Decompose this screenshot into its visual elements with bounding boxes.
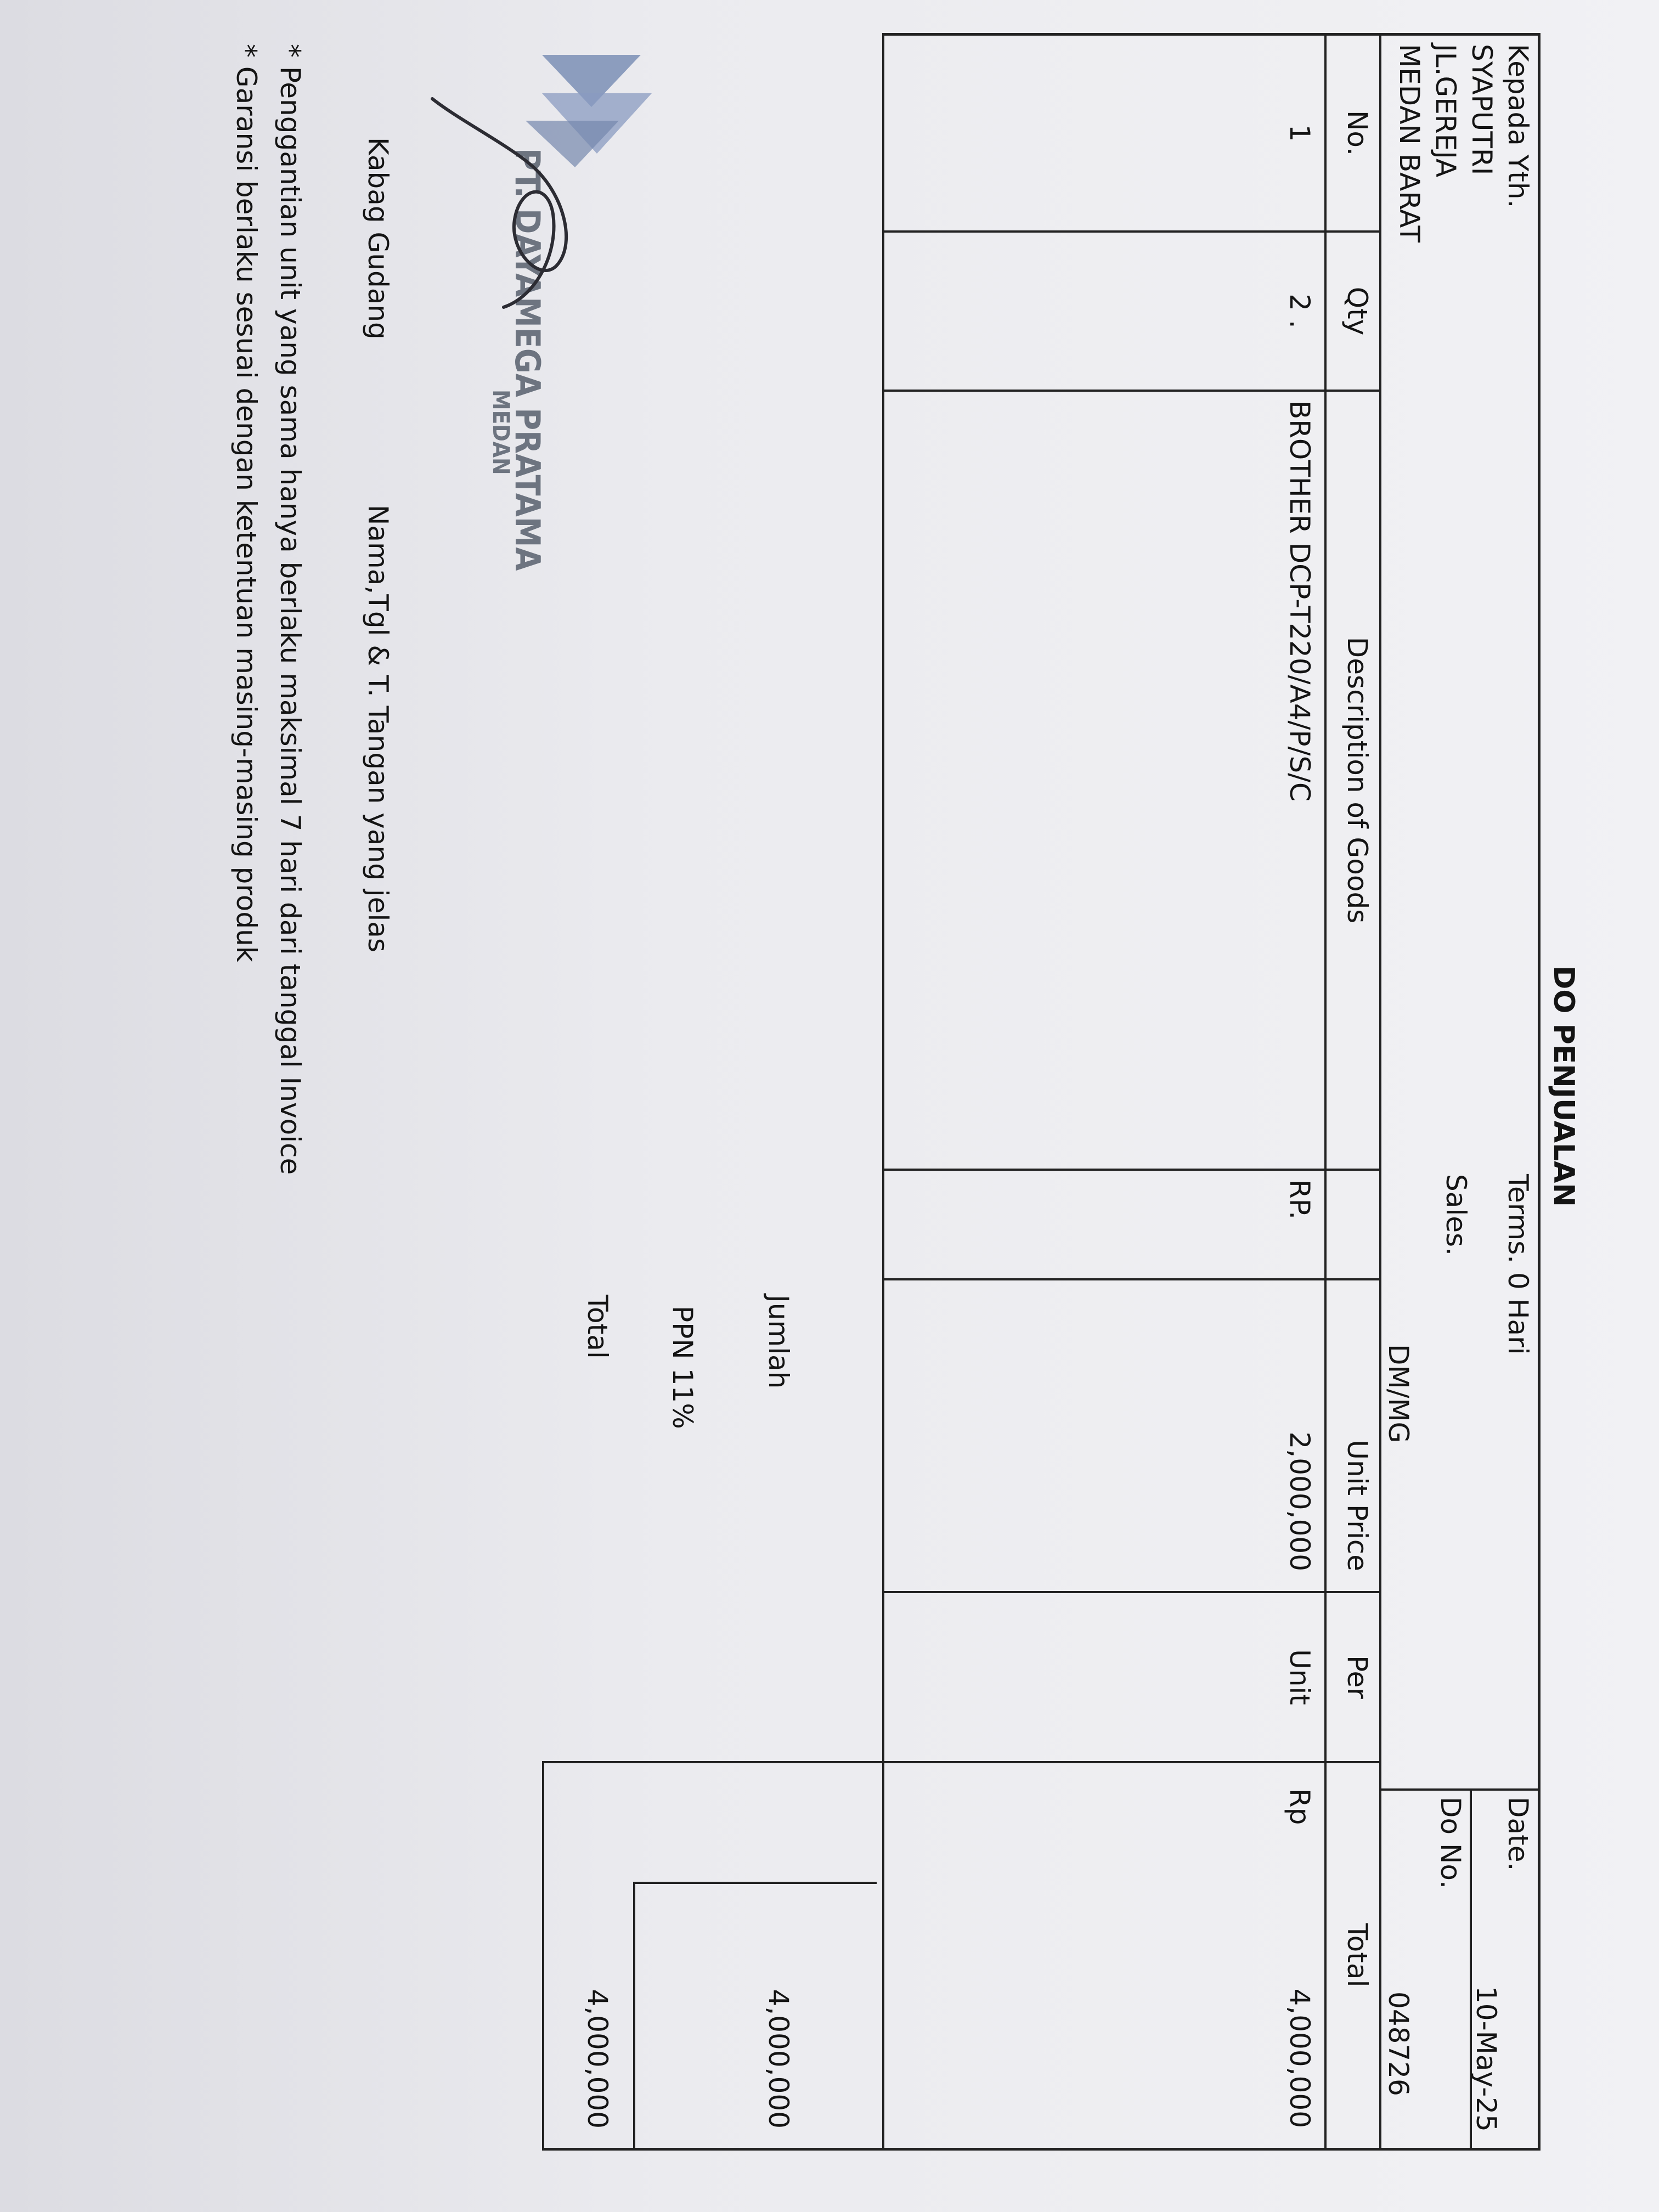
date-label: Date. <box>1502 1797 1534 1871</box>
jumlah-value: 4,000,000 <box>763 1989 794 2129</box>
company-city: MEDAN <box>488 390 515 475</box>
jumlah-label: Jumlah <box>763 1295 794 1389</box>
row-no: 1 <box>1284 124 1316 142</box>
header-no: No. <box>1341 110 1373 156</box>
frame-top <box>1538 33 1541 2151</box>
header-qty: Qty <box>1341 286 1373 336</box>
signature-instruction: Nama,Tgl & T. Tangan yang jelas <box>362 505 394 952</box>
row-qty: 2 . <box>1284 294 1316 329</box>
total-value: 4,000,000 <box>582 1989 613 2129</box>
summary-box-right <box>542 2148 882 2151</box>
signature-role: Kabag Gudang <box>362 137 394 340</box>
col-divider-2 <box>882 390 1381 392</box>
date-value: 10-May-25 <box>1470 1986 1502 2132</box>
frame-right <box>882 2148 1541 2151</box>
recipient-name: SYAPUTRI <box>1466 44 1498 176</box>
recipient-label: Kepada Yth. <box>1502 44 1534 208</box>
footer-note-1: * Penggantian unit yang sama hanya berlaku maksimal 7 hari dari tanggal Invoice <box>274 44 306 1175</box>
company-name: PT. DAYAMEGA PRATAMA <box>507 148 548 571</box>
table-header-bottom <box>1324 33 1327 2151</box>
row-currency: RP. <box>1284 1180 1316 1220</box>
summary-box-bottom <box>542 1761 544 2151</box>
col-divider-3 <box>882 1169 1381 1171</box>
delivery-order-document <box>32 11 1584 2162</box>
signature-icon <box>416 88 597 318</box>
frame-left <box>882 33 1541 36</box>
recipient-city: MEDAN BARAT <box>1393 44 1425 242</box>
row-description: BROTHER DCP-T220/A4/P/S/C <box>1284 400 1316 802</box>
recipient-street: JL.GEREJA <box>1430 44 1462 178</box>
terms-text: Terms. 0 Hari <box>1502 1174 1534 1355</box>
header-description: Description of Goods <box>1341 636 1373 924</box>
summary-divider <box>635 1882 877 1884</box>
summary-divider-h <box>633 1882 635 2151</box>
total-label: Total <box>582 1295 613 1359</box>
row-total-currency: Rp <box>1284 1788 1316 1825</box>
header-total: Total <box>1341 1923 1373 1988</box>
sales-label: Sales. <box>1440 1174 1472 1256</box>
header-unit-price: Unit Price <box>1341 1440 1373 1571</box>
table-header-top <box>1379 33 1381 2151</box>
ppn-label: PPN 11% <box>667 1306 698 1429</box>
row-per: Unit <box>1284 1649 1316 1705</box>
sales-value: DM/MG <box>1383 1344 1414 1443</box>
do-number-label: Do No. <box>1435 1797 1466 1889</box>
do-number-value: 048726 <box>1383 1991 1414 2096</box>
summary-box-left <box>542 1761 882 1763</box>
row-unit-price: 2,000,000 <box>1284 1431 1316 1571</box>
row-total: 4,000,000 <box>1284 1988 1316 2128</box>
document-title: DO PENJUALAN <box>1547 966 1580 1207</box>
header-per: Per <box>1341 1655 1373 1699</box>
footer-note-2: * Garansi berlaku sesuai dengan ketentuan masing-masing produk <box>230 44 262 962</box>
items-bottom <box>882 33 884 2151</box>
date-box-left <box>1381 1788 1541 1791</box>
